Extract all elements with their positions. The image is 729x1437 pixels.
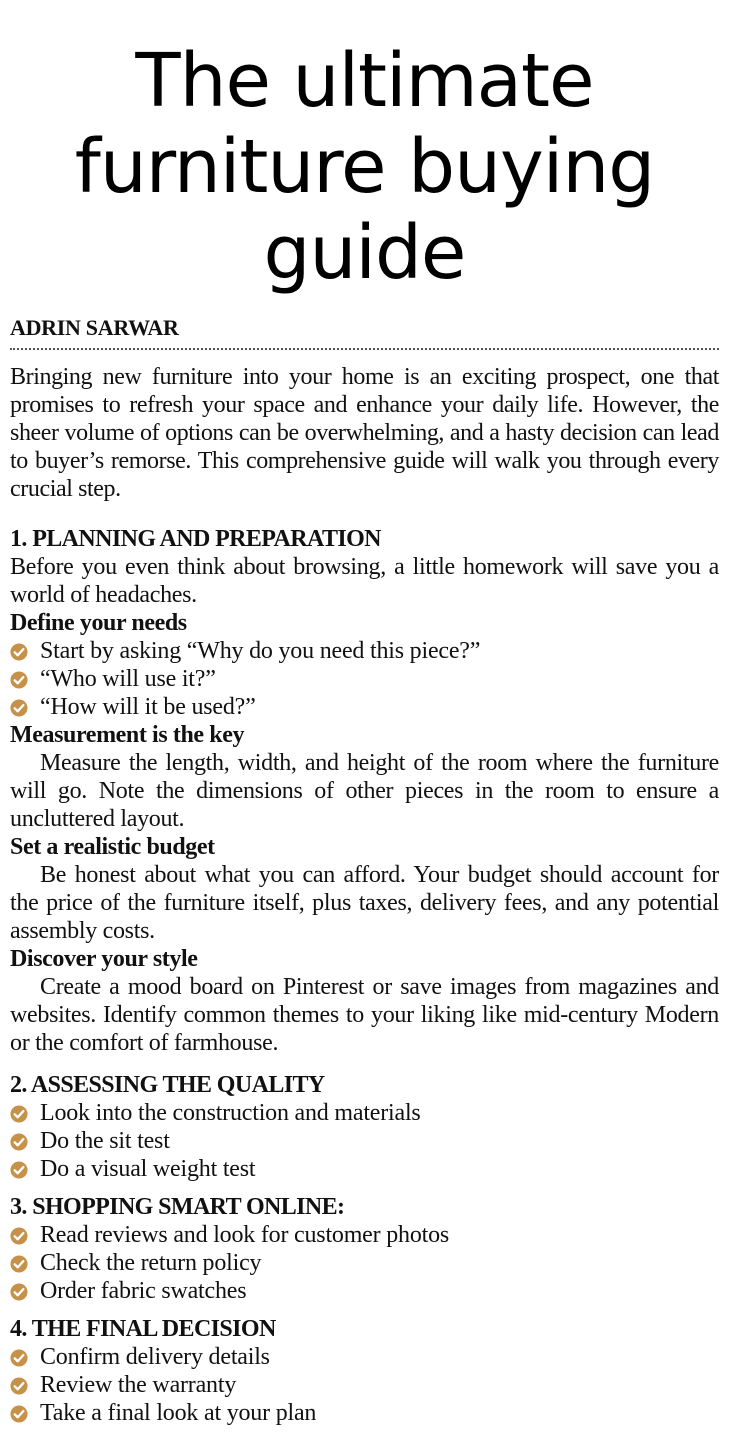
checklist-item bbox=[10, 637, 719, 665]
checklist-item-text: Check the return policy bbox=[40, 1250, 262, 1276]
checklist-item bbox=[10, 1155, 719, 1183]
subheading-budget: Set a realistic budget bbox=[10, 834, 215, 860]
checklist-quality bbox=[10, 1099, 719, 1183]
checklist-item-text: Review the warranty bbox=[40, 1372, 237, 1398]
checklist-item bbox=[10, 1099, 719, 1127]
paragraph-budget: Be honest about what you can afford. Your budget should account for the price of the furniture itself, plus taxes, delivery fees, and any potential assembly costs. bbox=[10, 862, 719, 944]
checklist-item-text: “Who will use it?” bbox=[40, 666, 216, 692]
check-badge-icon bbox=[10, 699, 28, 717]
checklist-item bbox=[10, 1249, 719, 1277]
check-badge-icon bbox=[10, 643, 28, 661]
section-quality bbox=[10, 1071, 719, 1183]
checklist-item-text: “How will it be used?” bbox=[40, 694, 256, 720]
section-heading: 1. PLANNING AND PREPARATION bbox=[10, 526, 381, 552]
section-heading: 4. THE FINAL DECISION bbox=[10, 1316, 276, 1342]
article-title: The ultimate furniture buying guide bbox=[74, 38, 655, 296]
checklist-item bbox=[10, 693, 719, 721]
section-final bbox=[10, 1315, 719, 1427]
author-byline: ADRIN SARWAR bbox=[10, 316, 719, 350]
checklist-item bbox=[10, 665, 719, 693]
checklist-item bbox=[10, 1343, 719, 1371]
subheading-needs: Define your needs bbox=[10, 610, 187, 636]
check-badge-icon bbox=[10, 1133, 28, 1151]
section-lead: Before you even think about browsing, a little homework will save you a world of headaches. bbox=[10, 554, 719, 608]
check-badge-icon bbox=[10, 1283, 28, 1301]
subheading-measure: Measurement is the key bbox=[10, 722, 245, 748]
section-heading: 2. ASSESSING THE QUALITY bbox=[10, 1072, 325, 1098]
checklist-item bbox=[10, 1371, 719, 1399]
checklist-item bbox=[10, 1127, 719, 1155]
check-badge-icon bbox=[10, 1161, 28, 1179]
check-badge-icon bbox=[10, 1105, 28, 1123]
check-badge-icon bbox=[10, 1377, 28, 1395]
intro-paragraph: Bringing new furniture into your home is an exciting prospect, one that promises to refresh your space and enhance your daily life. However, the sheer volume of options can be overwhelming, and a hasty decision can lead to buyer’s remorse. This comprehensive guide will walk you through every crucial step. bbox=[10, 364, 719, 502]
checklist-online bbox=[10, 1221, 719, 1305]
checklist-item bbox=[10, 1399, 719, 1427]
checklist-item-text: Do the sit test bbox=[40, 1128, 170, 1154]
check-badge-icon bbox=[10, 1349, 28, 1367]
checklist-needs bbox=[10, 637, 719, 721]
check-badge-icon bbox=[10, 1227, 28, 1245]
paragraph-style: Create a mood board on Pinterest or save images from magazines and websites. Identify common themes to your liking like mid-century Modern or the comfort of farmhouse. bbox=[10, 974, 719, 1056]
check-badge-icon bbox=[10, 671, 28, 689]
check-badge-icon bbox=[10, 1405, 28, 1423]
checklist-item-text: Look into the construction and materials bbox=[40, 1100, 421, 1126]
section-heading: 3. SHOPPING SMART ONLINE: bbox=[10, 1194, 345, 1220]
checklist-item-text: Confirm delivery details bbox=[40, 1344, 270, 1370]
checklist-item-text: Read reviews and look for customer photos bbox=[40, 1222, 450, 1248]
checklist-item-text: Do a visual weight test bbox=[40, 1156, 256, 1182]
checklist-item-text: Order fabric swatches bbox=[40, 1278, 247, 1304]
checklist-item-text: Start by asking “Why do you need this piece?” bbox=[40, 638, 481, 664]
checklist-item-text: Take a final look at your plan bbox=[40, 1400, 317, 1426]
subheading-style: Discover your style bbox=[10, 946, 198, 972]
checklist-final bbox=[10, 1343, 719, 1427]
section-online bbox=[10, 1193, 719, 1305]
paragraph-measure: Measure the length, width, and height of the room where the furniture will go. Note the dimensions of other pieces in the room to ensure a uncluttered layout. bbox=[10, 750, 719, 832]
checklist-item bbox=[10, 1221, 719, 1249]
checklist-item bbox=[10, 1277, 719, 1305]
article bbox=[10, 0, 719, 1427]
check-badge-icon bbox=[10, 1255, 28, 1273]
section-planning bbox=[10, 525, 719, 1057]
